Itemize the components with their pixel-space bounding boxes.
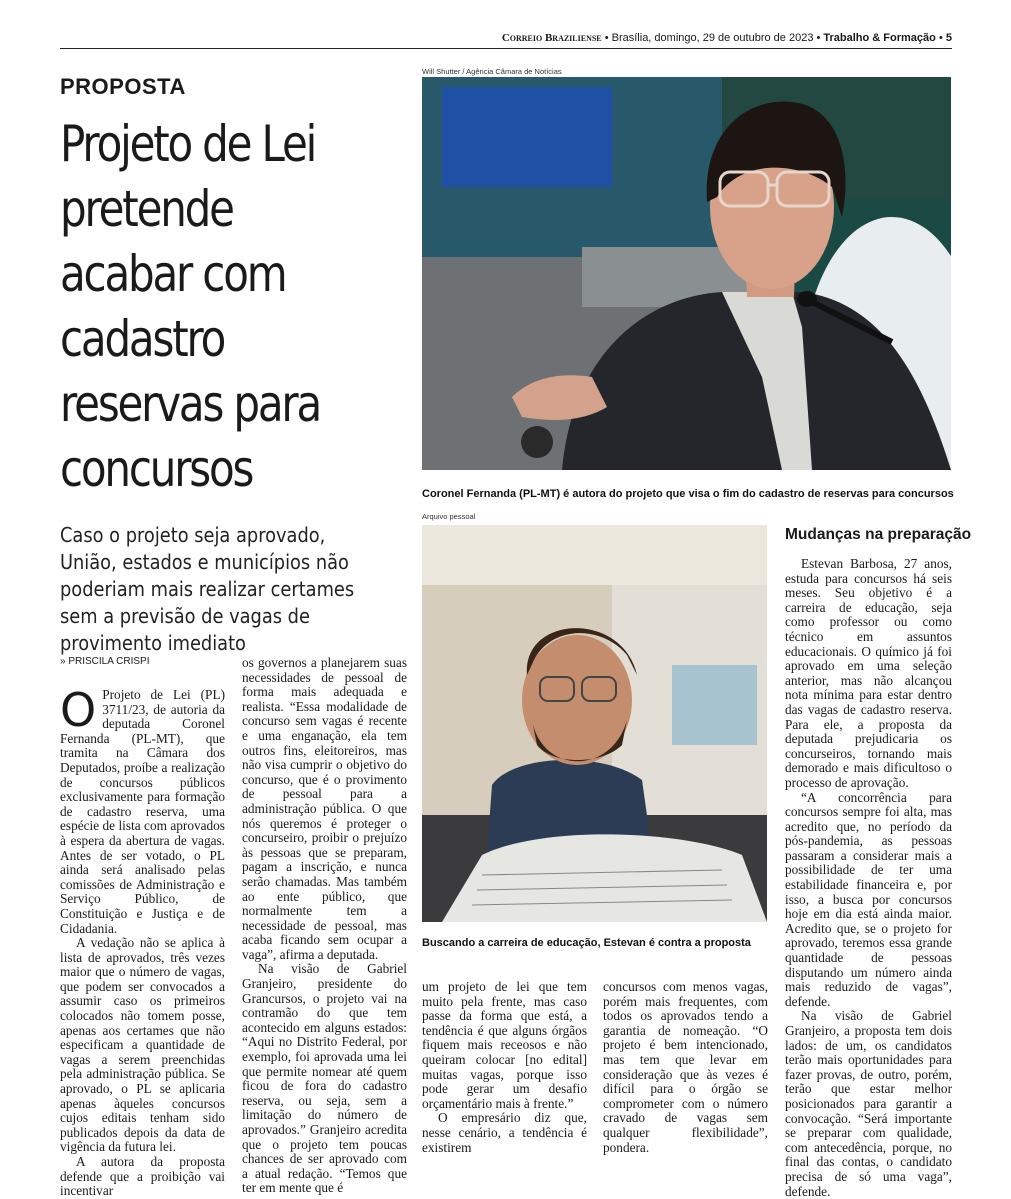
body-column-5 (785, 557, 952, 1199)
body-column-2 (242, 656, 407, 1196)
paragraph: Na visão de Gabriel Granjeiro, presidente do Grancursos, o projeto vai na contramão do que tem acontecido em alguns estados: “Aqui no Distrito Federal, por exemplo, foi aprovada uma lei que permite nomear até quem ficou de fora do cadastro reserva, ou seja, sem a limitação do número de aprovados.” Granjeiro acredita que o projeto tem poucas chances de ser aprovado com a atual redação. “Temos que ter em mente que é (242, 961, 407, 1196)
photo1-image (422, 77, 951, 470)
drop-cap: O (60, 683, 97, 737)
paragraph: O Projeto de Lei (PL) 3711/23, de autoria da deputada Coronel Fernanda (PL-MT), que tramita na Câmara dos Deputados, proíbe a realização de concursos públicos exclusivamente para formação de cadastro reserva, uma espécie de lista com aprovados à espera da abertura de vagas. Antes de ser votado, o PL ainda será analisado pelas comissões de Administração e Serviço Público, de Constituição e Justiça e de Cidadania. (60, 683, 225, 936)
subhead: Caso o projeto seja aprovado, União, estados e municípios não poderiam mais realizar certames sem a previsão de vagas de provimento imediato (60, 523, 355, 655)
publication-name: Correio Braziliense (501, 32, 602, 44)
paragraph: os governos a planejarem suas necessidades de pessoal de forma mais adequada e realista. “Essa modalidade de concurso sem vagas é recente e uma enganação, ela tem outros fins, eleitoreiros, mas não visa cumprir o objetivo do concurso, que é o provimento de pessoal para a administração pública. O que nós queremos é proteger o concurseiro, proibir o prejuízo às pessoas que se preparam, pagam a inscrição, e nunca serão chamadas. Mas também ao ente público, que normalmente tem a necessidade de pessoal, mas acaba ficando sem ocupar a vaga”, afirma a deputada. (242, 655, 407, 962)
photo1-caption: Coronel Fernanda (PL-MT) é autora do projeto que visa o fim do cadastro de reservas para concursos (422, 488, 954, 500)
body-column-1 (60, 683, 225, 1199)
byline: » PRISCILA CRISPI (60, 656, 150, 667)
section-name: Trabalho & Formação (823, 32, 936, 44)
paragraph: Estevan Barbosa, 27 anos, estuda para concursos há seis meses. Seu objetivo é a carreira de educação, seja como professor ou como técnico em assuntos educacionais. O químico já foi aprovado em uma seleção anterior, mas não alcançou nota mínima para estar dentro das vagas de cadastro reserva. Para ele, a proposta da deputada prejudicaria os concurseiros, tornando mais demorado e mais dificultoso o processo de aprovação. (785, 556, 952, 790)
paragraph: concursos com menos vagas, porém mais frequentes, com todos os aprovados tendo a garantia de nomeação. “O projeto é bem intencionado, mas tem que levar em consideração que às vezes é difícil para o órgão se comprometer com o número cravado de vagas sem qualquer flexibilidade”, pondera. (603, 979, 768, 1155)
body-column-4 (603, 980, 768, 1155)
paragraph: “A concorrência para concursos sempre foi alta, mas acredito que, no período da pós-pandemia, as pessoas passaram a considerar mais a possibilidade de ter uma estabilidade financeira e, por isso, a busca por concursos hoje em dia está ainda maior. Acredito que, se o projeto for aprovado, teremos essa grande quantidade de pessoas disputando um número ainda mais reduzido de vagas”, defende. (785, 789, 952, 1009)
paragraph: Na visão de Gabriel Granjeiro, a proposta tem dois lados: de um, os candidatos terão mais oportunidades para fazer provas, de outro, porém, terão que estar melhor posicionados para garantir a convocação. “Será importante se preparar com qualidade, com antecedência, porque, no final das contas, o candidato precisa de só uma vaga”, defende. (785, 1008, 952, 1199)
photo-coronel-fernanda (422, 77, 951, 470)
page-number: 5 (945, 32, 952, 44)
paragraph: A vedação não se aplica à lista de aprovados, três vezes maior que o número de vagas, que podem ser convocados a assumir caso os primeiros colocados não tomem posse, apenas aos certames que não especificam a quantidade de vagas a serem preenchidas pela administração pública. Se aprovado, o PL se aplicaria apenas àqueles concursos cujos editais tenham sido publicados depois da data de vigência da futura lei. (60, 935, 225, 1155)
photo-estevan (422, 525, 767, 922)
photo2-caption: Buscando a carreira de educação, Estevan é contra a proposta (422, 937, 751, 949)
photo2-credit: Arquivo pessoal (422, 512, 476, 521)
body-column-3 (422, 980, 587, 1155)
page-separator: • (938, 32, 943, 44)
paragraph: um projeto de lei que tem muito pela frente, mas caso passe da forma que está, a tendência é que alguns órgãos fiquem mais receosos e não queiram colocar [no edital] muitas vagas, porque isso pode gerar um desafio orçamentário mais à frente.” (422, 979, 587, 1111)
photo2-image (422, 525, 767, 922)
paragraph: O empresário diz que, nesse cenário, a tendência é existirem (422, 1110, 587, 1155)
kicker: PROPOSTA (60, 74, 186, 99)
sidebar-title: Mudanças na preparação (785, 526, 972, 543)
headline: Projeto de Lei pretende acabar com cadastro reservas para concursos (60, 115, 321, 498)
page-header (60, 28, 952, 49)
photo1-credit: Will Shutter / Agência Câmara de Notícias (422, 67, 562, 76)
dateline: • Brasília, domingo, 29 de outubro de 2023 • (604, 32, 821, 44)
paragraph: A autora da proposta defende que a proibição vai incentivar (60, 1154, 225, 1199)
